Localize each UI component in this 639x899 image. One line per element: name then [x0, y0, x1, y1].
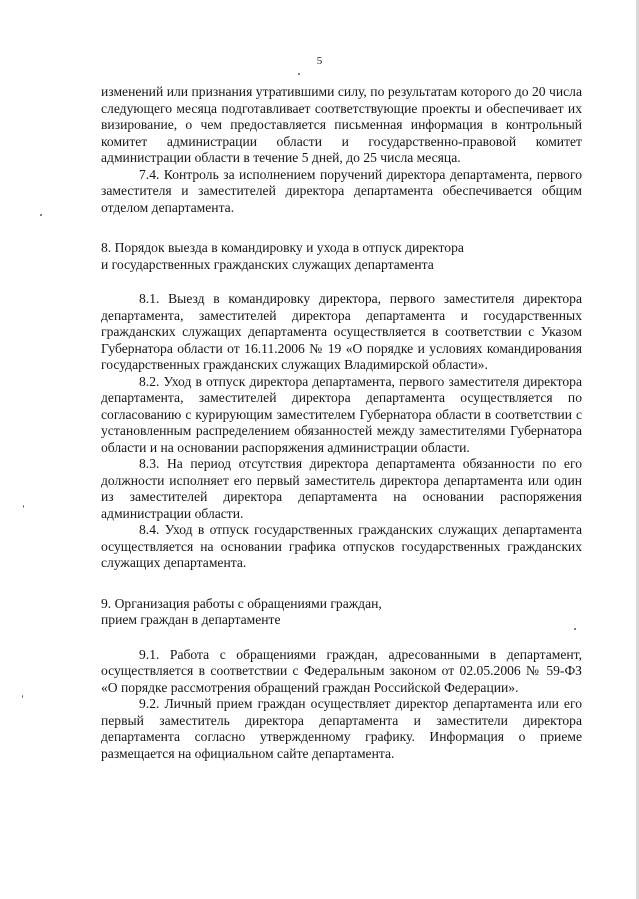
- scan-speck: [23, 505, 24, 508]
- document-body: [101, 84, 582, 762]
- scan-speck: [40, 214, 42, 216]
- paragraph-7-3-continuation: изменений или признания утратившими силу, по результатам которого до 20 числа следующего месяца подготавливает соответствующие проекты и обеспечивает их визирование, о чем предоставляется письменная информация в контрольный комитет администрации области и государственно-правовой комитет администрации области в течение 5 дней, до 25 числа месяца.: [101, 84, 582, 165]
- paragraph-9-2: 9.2. Личный прием граждан осуществляет директор департамента или его первый заместитель директора департамента и заместители директора департамента согласно утвержденному графику. Информация о приеме размещается на официальном сайте департамента.: [101, 696, 582, 761]
- paragraph-9-1: 9.1. Работа с обращениями граждан, адресованными в департамент, осуществляется в соответствии с Федеральным законом от 02.05.2006 № 59-ФЗ «О порядке рассмотрения обращений граждан Российской Федерации».: [101, 646, 582, 695]
- paragraph-8-1: 8.1. Выезд в командировку директора, первого заместителя директора департамента, заместителей директора департамента и государственных гражданских служащих департамента осуществляется в соответствии с Указом Губернатора области от 16.11.2006 № 19 «О порядке и условиях командирования государственных гражданских служащих Владимирской области».: [101, 291, 582, 372]
- scan-speck: [22, 695, 23, 698]
- paragraph-8-2: 8.2. Уход в отпуск директора департамента, первого заместителя директора департамента, заместителей директора департамента осуществляется по согласованию с курирующим заместителем Губернатора области в соответствии с установленным распределением обязанностей между заместителями Губернатора области и на основании распоряжения администрации области.: [101, 373, 582, 455]
- paragraph-7-4: 7.4. Контроль за исполнением поручений директора департамента, первого заместителя и заместителей директора департамента обеспечивается общим отделом департамента.: [101, 166, 582, 215]
- section-9-heading-line-1: 9. Организация работы с обращениями граждан,: [101, 595, 382, 611]
- section-8-heading-line-1: 8. Порядок выезда в командировку и ухода в отпуск директора: [101, 240, 464, 255]
- paragraph-8-3: 8.3. На период отсутствия директора департамента обязанности по его должности исполняет его первый заместитель директора департамента или один из заместителей директора департамента на основании распоряжения администрации области.: [101, 456, 582, 521]
- scan-speck: [298, 73, 300, 75]
- scan-speck: [574, 628, 576, 630]
- page-number: 5: [316, 55, 323, 67]
- section-9-heading-line-2: прием граждан в департаменте: [101, 612, 281, 627]
- section-8-heading-line-2: и государственных гражданских служащих департамента: [101, 256, 434, 272]
- paragraph-8-4: 8.4. Уход в отпуск государственных гражданских служащих департамента осуществляется на основании графика отпусков государственных гражданских служащих департамента.: [101, 522, 582, 570]
